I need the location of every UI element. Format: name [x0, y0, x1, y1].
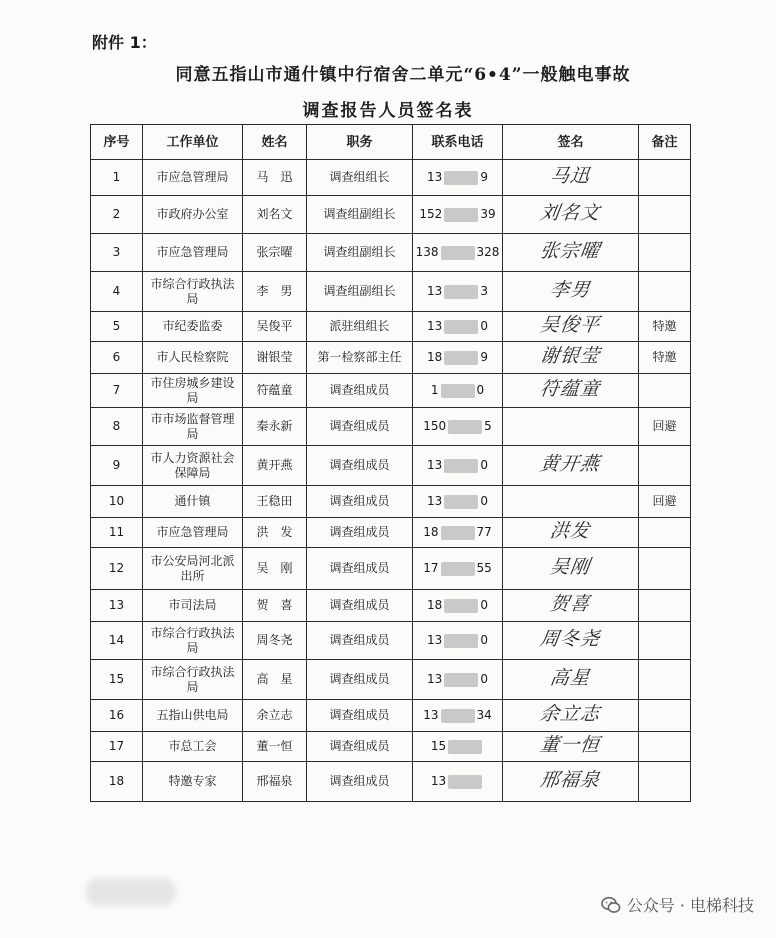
- phone-suffix: 0: [480, 598, 488, 612]
- redacted-digits: [444, 320, 478, 334]
- row-signature-cell: [503, 518, 639, 548]
- attachment-label: 附件 1：: [92, 33, 157, 52]
- table-row: [91, 342, 691, 374]
- handwritten-signature: 张宗曜: [539, 240, 603, 262]
- row-phone-cell: [413, 622, 503, 660]
- row-note-cell: [639, 622, 691, 660]
- row-unit-cell: 市司法局: [143, 590, 243, 622]
- row-note-cell: [639, 374, 691, 408]
- row-note-cell: 特邀: [639, 342, 691, 374]
- row-note-cell: [639, 234, 691, 272]
- phone-suffix: 0: [480, 633, 488, 647]
- row-name-cell: 谢银莹: [243, 342, 307, 374]
- table-row: [91, 732, 691, 762]
- phone-suffix: 9: [480, 170, 488, 184]
- handwritten-signature: 谢银莹: [539, 345, 603, 367]
- row-signature-cell: [503, 660, 639, 700]
- row-unit-cell: 特邀专家: [143, 762, 243, 802]
- row-no-cell: 16: [91, 700, 143, 732]
- redacted-digits: [441, 562, 475, 576]
- row-signature-cell: [503, 762, 639, 802]
- phone-suffix: 0: [480, 319, 488, 333]
- handwritten-signature: 邢福泉: [539, 769, 603, 791]
- table-row: [91, 486, 691, 518]
- row-title-cell: 调查组成员: [307, 486, 413, 518]
- table-header-row: [91, 125, 691, 160]
- row-no-cell: 12: [91, 548, 143, 590]
- handwritten-signature: 黄开燕: [539, 453, 603, 475]
- row-phone-cell: [413, 196, 503, 234]
- row-unit-cell: 市综合行政执法局: [143, 272, 243, 312]
- row-title-cell: 调查组成员: [307, 590, 413, 622]
- row-unit-cell: 市总工会: [143, 732, 243, 762]
- row-unit-cell: 市应急管理局: [143, 518, 243, 548]
- watermark-text: 公众号 · 电梯科技: [626, 896, 754, 915]
- row-name-cell: 秦永新: [243, 408, 307, 446]
- watermark: [601, 893, 754, 916]
- row-name-cell: 吴 刚: [243, 548, 307, 590]
- redacted-digits: [444, 285, 478, 299]
- table-row: [91, 160, 691, 196]
- phone-prefix: 18: [427, 350, 443, 364]
- row-no-cell: 18: [91, 762, 143, 802]
- row-note-cell: [639, 196, 691, 234]
- redacted-digits: [448, 740, 482, 754]
- phone-prefix: 13: [427, 672, 443, 686]
- row-no-cell: 11: [91, 518, 143, 548]
- blurred-region: [86, 878, 176, 906]
- row-phone-cell: [413, 700, 503, 732]
- row-title-cell: 调查组成员: [307, 518, 413, 548]
- row-signature-cell: [503, 408, 639, 446]
- row-note-cell: 回避: [639, 408, 691, 446]
- row-phone-cell: [413, 732, 503, 762]
- row-unit-cell: 市住房城乡建设局: [143, 374, 243, 408]
- phone-prefix: 152: [419, 207, 443, 221]
- redacted-digits: [441, 526, 475, 540]
- row-unit-cell: 市应急管理局: [143, 234, 243, 272]
- row-signature-cell: [503, 590, 639, 622]
- row-phone-cell: [413, 486, 503, 518]
- row-title-cell: 调查组副组长: [307, 272, 413, 312]
- row-name-cell: 马 迅: [243, 160, 307, 196]
- row-name-cell: 刘名文: [243, 196, 307, 234]
- row-phone-cell: [413, 342, 503, 374]
- redacted-digits: [444, 495, 478, 509]
- row-name-cell: 符蕴童: [243, 374, 307, 408]
- table-row: [91, 660, 691, 700]
- table-row: [91, 446, 691, 486]
- row-phone-cell: [413, 408, 503, 446]
- handwritten-signature: 刘名文: [539, 202, 603, 224]
- row-no-cell: 1: [91, 160, 143, 196]
- row-no-cell: 15: [91, 660, 143, 700]
- document-title-line1: 同意五指山市通什镇中行宿舍二单元“6•4”一般触电事故: [175, 65, 631, 85]
- row-no-cell: 9: [91, 446, 143, 486]
- phone-suffix: 3: [480, 284, 488, 298]
- row-phone-cell: [413, 548, 503, 590]
- table-row: [91, 408, 691, 446]
- row-unit-cell: 市公安局河北派出所: [143, 548, 243, 590]
- row-name-cell: 董一恒: [243, 732, 307, 762]
- row-no-cell: 13: [91, 590, 143, 622]
- row-unit-cell: 五指山供电局: [143, 700, 243, 732]
- row-name-cell: 黄开燕: [243, 446, 307, 486]
- phone-prefix: 13: [423, 708, 439, 722]
- redacted-digits: [444, 599, 478, 613]
- row-note-cell: [639, 732, 691, 762]
- phone-prefix: 18: [427, 598, 443, 612]
- phone-prefix: 18: [423, 525, 439, 539]
- header-signature: 签名: [503, 125, 639, 160]
- table-row: [91, 700, 691, 732]
- table-row: [91, 548, 691, 590]
- redacted-digits: [441, 709, 475, 723]
- phone-suffix: 5: [484, 419, 492, 433]
- phone-prefix: 13: [427, 170, 443, 184]
- table-row: [91, 374, 691, 408]
- redacted-digits: [448, 420, 482, 434]
- row-name-cell: 高 星: [243, 660, 307, 700]
- phone-prefix: 150: [423, 419, 447, 433]
- table-row: [91, 518, 691, 548]
- phone-prefix: 13: [427, 458, 443, 472]
- table-row: [91, 234, 691, 272]
- row-phone-cell: [413, 234, 503, 272]
- row-title-cell: 调查组成员: [307, 762, 413, 802]
- phone-suffix: 9: [480, 350, 488, 364]
- signature-table: [90, 124, 691, 802]
- row-title-cell: 调查组成员: [307, 446, 413, 486]
- row-title-cell: 调查组成员: [307, 548, 413, 590]
- phone-suffix: 0: [476, 383, 485, 397]
- table-row: [91, 590, 691, 622]
- row-name-cell: 周冬尧: [243, 622, 307, 660]
- row-unit-cell: 市政府办公室: [143, 196, 243, 234]
- redacted-digits: [444, 171, 478, 185]
- row-note-cell: [639, 660, 691, 700]
- row-title-cell: 调查组组长: [307, 160, 413, 196]
- row-no-cell: 10: [91, 486, 143, 518]
- row-title-cell: 派驻组组长: [307, 312, 413, 342]
- row-phone-cell: [413, 446, 503, 486]
- phone-suffix: 77: [476, 525, 492, 539]
- row-note-cell: [639, 548, 691, 590]
- handwritten-signature: 高星: [549, 667, 593, 689]
- table-row: [91, 196, 691, 234]
- row-title-cell: 调查组副组长: [307, 234, 413, 272]
- redacted-digits: [441, 246, 475, 260]
- row-phone-cell: [413, 762, 503, 802]
- header-note: 备注: [639, 125, 691, 160]
- redacted-digits: [444, 208, 478, 222]
- row-unit-cell: 市市场监督管理局: [143, 408, 243, 446]
- row-name-cell: 李 男: [243, 272, 307, 312]
- phone-prefix: 17: [423, 561, 439, 575]
- header-unit: 工作单位: [143, 125, 243, 160]
- header-no: 序号: [91, 125, 143, 160]
- row-unit-cell: 市综合行政执法局: [143, 660, 243, 700]
- row-phone-cell: [413, 590, 503, 622]
- row-signature-cell: [503, 732, 639, 762]
- row-title-cell: 调查组成员: [307, 622, 413, 660]
- row-phone-cell: [413, 518, 503, 548]
- row-no-cell: 5: [91, 312, 143, 342]
- row-no-cell: 7: [91, 374, 143, 408]
- redacted-digits: [444, 459, 478, 473]
- handwritten-signature: 符蕴童: [539, 378, 603, 400]
- row-note-cell: [639, 518, 691, 548]
- row-phone-cell: [413, 374, 503, 408]
- row-note-cell: [639, 762, 691, 802]
- phone-prefix: 138: [415, 245, 439, 259]
- row-unit-cell: 市应急管理局: [143, 160, 243, 196]
- table-row: [91, 272, 691, 312]
- phone-suffix: 34: [476, 708, 492, 722]
- row-phone-cell: [413, 272, 503, 312]
- row-name-cell: 洪 发: [243, 518, 307, 548]
- phone-prefix: 13: [427, 494, 443, 508]
- redacted-digits: [448, 775, 482, 789]
- row-signature-cell: [503, 272, 639, 312]
- row-no-cell: 8: [91, 408, 143, 446]
- row-title-cell: 调查组成员: [307, 408, 413, 446]
- handwritten-signature: 董一恒: [539, 734, 603, 756]
- phone-prefix: 15: [430, 739, 447, 753]
- row-no-cell: 17: [91, 732, 143, 762]
- row-title-cell: 调查组成员: [307, 660, 413, 700]
- phone-prefix: 1: [430, 383, 439, 397]
- row-title-cell: 调查组成员: [307, 700, 413, 732]
- wechat-icon: [601, 895, 621, 915]
- phone-suffix: 0: [480, 494, 488, 508]
- table-row: [91, 312, 691, 342]
- row-name-cell: 邢福泉: [243, 762, 307, 802]
- row-no-cell: 3: [91, 234, 143, 272]
- phone-prefix: 13: [427, 319, 443, 333]
- handwritten-signature: 吴刚: [549, 556, 593, 578]
- row-name-cell: 贺 喜: [243, 590, 307, 622]
- row-no-cell: 6: [91, 342, 143, 374]
- row-note-cell: [639, 446, 691, 486]
- row-name-cell: 王稳田: [243, 486, 307, 518]
- row-phone-cell: [413, 660, 503, 700]
- header-title: 职务: [307, 125, 413, 160]
- header-name: 姓名: [243, 125, 307, 160]
- handwritten-signature: 贺喜: [549, 593, 593, 615]
- row-note-cell: [639, 272, 691, 312]
- phone-suffix: 0: [480, 458, 488, 472]
- row-unit-cell: 市综合行政执法局: [143, 622, 243, 660]
- row-title-cell: 调查组成员: [307, 374, 413, 408]
- row-no-cell: 2: [91, 196, 143, 234]
- row-name-cell: 余立志: [243, 700, 307, 732]
- row-title-cell: 第一检察部主任: [307, 342, 413, 374]
- redacted-digits: [444, 634, 478, 648]
- row-no-cell: 14: [91, 622, 143, 660]
- row-signature-cell: [503, 446, 639, 486]
- row-signature-cell: [503, 342, 639, 374]
- row-note-cell: 特邀: [639, 312, 691, 342]
- row-note-cell: 回避: [639, 486, 691, 518]
- handwritten-signature: 洪发: [549, 520, 593, 542]
- phone-prefix: 13: [427, 284, 443, 298]
- row-signature-cell: [503, 234, 639, 272]
- row-name-cell: 吴俊平: [243, 312, 307, 342]
- row-signature-cell: [503, 548, 639, 590]
- phone-suffix: 328: [476, 245, 500, 259]
- row-no-cell: 4: [91, 272, 143, 312]
- row-signature-cell: [503, 700, 639, 732]
- row-note-cell: [639, 700, 691, 732]
- row-signature-cell: [503, 622, 639, 660]
- handwritten-signature: 余立志: [539, 703, 603, 725]
- row-name-cell: 张宗曜: [243, 234, 307, 272]
- row-signature-cell: [503, 312, 639, 342]
- phone-suffix: 0: [480, 672, 488, 686]
- redacted-digits: [444, 351, 478, 365]
- row-signature-cell: [503, 196, 639, 234]
- row-note-cell: [639, 590, 691, 622]
- row-unit-cell: 市纪委监委: [143, 312, 243, 342]
- row-signature-cell: [503, 374, 639, 408]
- handwritten-signature: 吴俊平: [539, 314, 603, 336]
- phone-prefix: 13: [430, 774, 447, 788]
- redacted-digits: [441, 384, 475, 398]
- table-row: [91, 762, 691, 802]
- row-note-cell: [639, 160, 691, 196]
- row-unit-cell: 市人力资源社会保障局: [143, 446, 243, 486]
- row-unit-cell: 市人民检察院: [143, 342, 243, 374]
- row-title-cell: 调查组副组长: [307, 196, 413, 234]
- handwritten-signature: 周冬尧: [539, 628, 603, 650]
- row-signature-cell: [503, 486, 639, 518]
- row-unit-cell: 通什镇: [143, 486, 243, 518]
- phone-suffix: 39: [480, 207, 496, 221]
- table-row: [91, 622, 691, 660]
- handwritten-signature: 马迅: [549, 165, 593, 187]
- handwritten-signature: 李男: [549, 279, 593, 301]
- row-signature-cell: [503, 160, 639, 196]
- row-title-cell: 调查组成员: [307, 732, 413, 762]
- redacted-digits: [444, 673, 478, 687]
- header-phone: 联系电话: [413, 125, 503, 160]
- phone-suffix: 55: [476, 561, 492, 575]
- row-phone-cell: [413, 160, 503, 196]
- phone-prefix: 13: [427, 633, 443, 647]
- document-title-line2: 调查报告人员签名表: [302, 101, 474, 121]
- row-phone-cell: [413, 312, 503, 342]
